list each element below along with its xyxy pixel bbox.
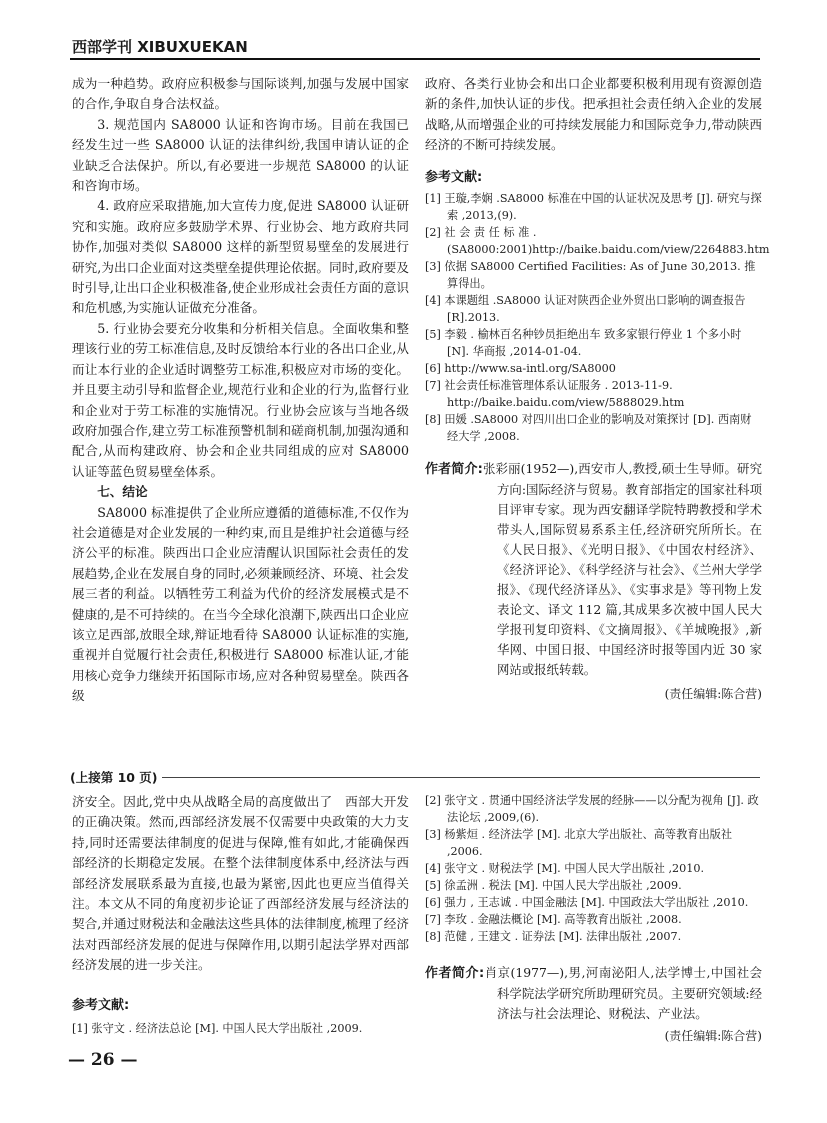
reference-item: [8] 田媛 .SA8000 对四川出口企业的影响及对策探讨 [D]. 西南财经大学 ,2008. bbox=[425, 413, 752, 444]
continued-divider bbox=[70, 772, 760, 784]
page-number: — 26 — bbox=[68, 1050, 138, 1070]
reference-item: [1] 张守文 . 经济法总论 [M]. 中国人民大学出版社 ,2009. bbox=[72, 1022, 363, 1036]
editor-note: (责任编辑:陈合营) bbox=[664, 687, 762, 702]
paragraph: 济安全。因此,党中央从战略全局的高度做出了 西部大开发 的正确决策。然而,西部经济发展不仅需要中央政策的大力支持,同时还需要法律制度的促进与保障,惟有如此,才能确保西部经济的长期稳定发展。在整个法律制度体系中,经济法与西部经济发展联系最为直接,也最为紧密,因此也更应当值得关注。本文从不同的角度初步论证了西部经济发展与经济法的契合,并通过财税法和金融法这些具体的法律制度,梳理了经济法对西部经济发展的促进与保障作用,以期引起法学界对西部经济发展的进一步关注。 bbox=[72, 794, 422, 973]
reference-item: [4] 本课题组 .SA8000 认证对陕西企业外贸出口影响的调查报告 [R].2013. bbox=[425, 294, 746, 325]
author-bio bbox=[425, 963, 762, 1024]
author-bio-label: 作者简介: bbox=[425, 462, 483, 478]
header-rule bbox=[70, 58, 760, 60]
continued-label: (上接第 10 页) bbox=[70, 768, 162, 786]
section-heading: 七、结论 bbox=[97, 484, 148, 500]
upper-left-column bbox=[72, 74, 409, 707]
author-bio-text: 肖京(1977—),男,河南泌阳人,法学博士,中国社会科学院法学研究所助理研究员。主要研究领域:经济法与社会法理论、财税法、产业法。 bbox=[484, 965, 762, 1021]
references-heading: 参考文献: bbox=[425, 169, 483, 185]
reference-item: [4] 张守文 . 财税法学 [M]. 中国人民大学出版社 ,2010. bbox=[425, 862, 705, 875]
reference-item: [7] 李玫 . 金融法概论 [M]. 高等教育出版社 ,2008. bbox=[425, 913, 682, 926]
divider-line bbox=[70, 777, 760, 778]
reference-item: [1] 王璇,李娴 .SA8000 标准在中国的认证状况及思考 [J]. 研究与探索 ,2013,(9). bbox=[425, 192, 762, 223]
author-bio bbox=[425, 459, 762, 680]
paragraph: 4. 政府应采取措施,加大宣传力度,促进 SA8000 认证研究和实施。政府应多鼓励学术界、行业协会、地方政府共同协作,加强对类似 SA8000 这样的新型贸易壁垒的发展进行研究,为出口企业面对这类壁垒提供理论依据。同时,政府要及时引导,让出口企业积极准备,使企业形成社会责任方面的意识和危机感,为实施认证做充分准备。 bbox=[72, 198, 409, 316]
paragraph: SA8000 标准提供了企业所应遵循的道德标准,不仅作为社会道德是对企业发展的一种约束,而且是维护社会道德与经济公平的标准。陕西出口企业应清醒认识国际社会责任的发展趋势,企业在发展自身的同时,必须兼顾经济、环境、社会发展三者的利益。以牺牲劳工利益为代价的经济发展模式是不健康的,是不可持续的。在当今全球化浪潮下,陕西出口企业应该立足西部,放眼全球,辩证地看待 SA8000 认证标准的实施,重视并自觉履行社会责任,积极进行 SA8000 标准认证,才能用核心竞争力继续开拓国际市场,应对各种贸易壁垒。陕西各级 bbox=[72, 504, 409, 704]
reference-item: [3] 杨紫烜 . 经济法学 [M]. 北京大学出版社、高等教育出版社 ,2006. bbox=[425, 828, 733, 858]
reference-item: [5] 李毅 . 榆林百名种钞员拒绝出车 致多家银行停业 1 个多小时 [N]. 华商报 ,2014-01-04. bbox=[425, 328, 742, 359]
paragraph: 5. 行业协会要充分收集和分析相关信息。全面收集和整理该行业的劳工标准信息,及时反馈给本行业的各出口企业,从而让本行业的企业适时调整劳工标准,积极应对市场的变化。并且要主动引导和监督企业,规范行业和企业的行为,监督行业和企业对于劳工标准的实施情况。行业协会应该与当地各级政府加强合作,建立劳工标准预警机制和磋商机制,加强沟通和配合,从而构建政府、协会和企业共同组成的应对 SA8000 认证等蓝色贸易壁垒体系。 bbox=[72, 320, 409, 479]
reference-item: [5] 徐孟洲 . 税法 [M]. 中国人民大学出版社 ,2009. bbox=[425, 879, 682, 892]
running-header bbox=[70, 36, 760, 60]
reference-item: [7] 社会责任标准管理体系认证服务 . 2013-11-9. http://baike.baidu.com/view/5888029.htm bbox=[425, 379, 685, 410]
paragraph: 3. 规范国内 SA8000 认证和咨询市场。目前在我国已经发生过一些 SA8000 认证的法律纠纷,我国申请认证的企业缺乏合法保护。所以,有必要进一步规范 SA8000 的认证和咨询市场。 bbox=[72, 116, 409, 194]
paragraph: 成为一种趋势。政府应积极参与国际谈判,加强与发展中国家的合作,争取自身合法权益。 bbox=[72, 76, 409, 112]
author-bio-label: 作者简介: bbox=[425, 966, 485, 981]
references-heading: 参考文献: bbox=[72, 997, 130, 1013]
journal-title: 西部学刊 XIBUXUEKAN bbox=[72, 38, 248, 56]
paragraph: 政府、各类行业协会和出口企业都要积极利用现有资源创造新的条件,加快认证的步伐。把承担社会责任纳入企业的发展战略,从而增强企业的可持续发展能力和国际竞争力,带动陕西经济的不断可持续发展。 bbox=[425, 76, 762, 153]
lower-right-column bbox=[425, 792, 762, 1046]
reference-list bbox=[72, 1020, 409, 1037]
editor-note: (责任编辑:陈合营) bbox=[664, 1029, 762, 1043]
reference-item: [3] 依据 SA8000 Certified Facilities: As of June 30,2013. 推算得出。 bbox=[425, 260, 756, 291]
reference-item: [2] 张守文 . 贯通中国经济法学发展的经脉——以分配为视角 [J]. 政法论坛 ,2009,(6). bbox=[425, 794, 759, 824]
lower-left-column bbox=[72, 792, 422, 1037]
reference-item: [2] 社 会 责 任 标 准 .(SA8000:2001)http://baike.baidu.com/view/2264883.htm bbox=[425, 226, 770, 257]
reference-item: [6] 强力 , 王志诚 . 中国金融法 [M]. 中国政法大学出版社 ,2010. bbox=[425, 896, 749, 909]
upper-right-column bbox=[425, 74, 770, 704]
reference-item: [8] 范健 , 王建文 . 证券法 [M]. 法律出版社 ,2007. bbox=[425, 930, 682, 943]
reference-item: [6] http://www.sa-intl.org/SA8000 bbox=[425, 362, 616, 376]
reference-list bbox=[425, 792, 762, 945]
author-bio-text: 张彩丽(1952—),西安市人,教授,硕士生导师。研究方向:国际经济与贸易。教育部指定的国家社科项目评审专家。现为西安翻译学院特聘教授和学术带头人,国际贸易系系主任,经济研究所所长。在《人民日报》、《光明日报》、《中国农村经济》、《经济评论》、《科学经济与社会》、《兰州大学学报》、《现代经济译丛》、《实事求是》等刊物上发表论文、译文 112 篇,其成果多次被中国人民大学报刊复印资料、《文摘周报》、《羊城晚报》,新华网、中国日报、中国经济时报等国内近 30 家网站或报纸转载。 bbox=[482, 461, 762, 678]
reference-list bbox=[425, 190, 770, 445]
